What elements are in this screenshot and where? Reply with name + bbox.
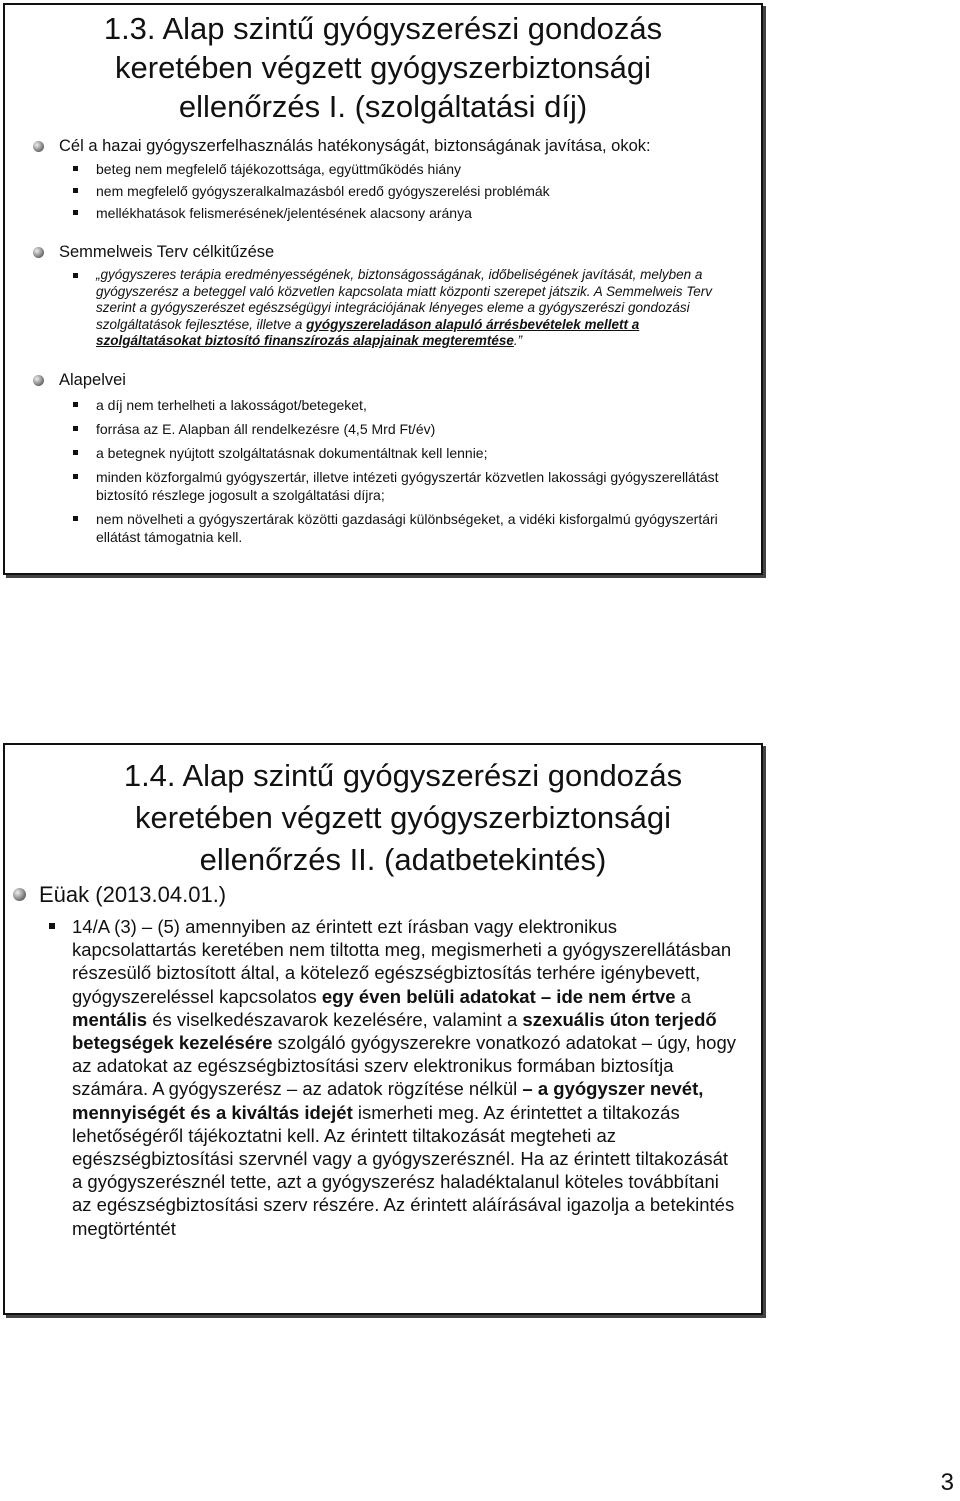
sub-bullet-text: a betegnek nyújtott szolgáltatásnak dokumentáltnak kell lennie; — [96, 444, 488, 461]
sub-bullet-text: a díj nem terhelheti a lakosságot/betegeket, — [96, 396, 367, 413]
sub-bullet-text: nem növelheti a gyógyszertárak közötti gazdasági különbségeket, a vidéki kisforgalmú gyógyszertári ellátást támogatnia kell. — [96, 510, 718, 545]
quote-end: .” — [513, 333, 523, 348]
para-bold: egy éven belüli adatokat – ide nem értve — [321, 985, 676, 1007]
slide-1-title — [5, 5, 761, 126]
sub-bullet — [5, 468, 761, 504]
para-text: 14/A (3) – (5) amennyiben az érintett ezt írásban vagy elektronikus kapcsolattartás keretében nem tiltotta meg, megismerheti a gyógyszerellátásban részesülő biztosított által, a kötelező egészségbiztosítás terhére igénybevett, gyógyszereléssel kapcsolatos — [72, 916, 732, 1007]
square-bullet-icon — [73, 426, 78, 431]
sub-bullet — [5, 420, 761, 438]
sub-bullet-text: nem megfelelő gyógyszeralkalmazásból eredő gyógyszerelési problémák — [96, 183, 550, 199]
bullet-text: Cél a hazai gyógyszerfelhasználás hatékonyságát, biztonságának javítása, okok: — [59, 137, 651, 155]
sub-bullet — [5, 396, 761, 414]
square-bullet-icon — [73, 450, 78, 455]
sub-bullet-text: minden közforgalmú gyógyszertár, illetve intézeti gyógyszertár közvetlen lakossági gyógyszerellátást biztosító részlege jogosult a szolgáltatási díjra; — [96, 468, 719, 503]
sub-bullet-paragraph — [5, 915, 761, 1240]
title-line: keretében végzett gyógyszerbiztonsági — [135, 800, 671, 835]
sub-bullet — [5, 160, 761, 178]
title-line: keretében végzett gyógyszerbiztonsági — [115, 50, 651, 85]
square-bullet-icon — [73, 516, 78, 521]
square-bullet-icon — [73, 273, 78, 278]
para-text: szolgáló gyógyszerekre vonatkozó adatokat – úgy, hogy az adatokat az egészségbiztosítási szerv elektronikus formában biztosítja számára. A gyógyszerész – az adatok rögzítése nélkül — [72, 1032, 737, 1100]
title-line: ellenőrzés II. (adatbetekintés) — [199, 842, 607, 877]
para-bold: – a gyógyszer nevét, mennyiségét és a kiváltás idejét — [72, 1078, 704, 1123]
para-text: ismerheti meg. Az érintettet a tiltakozás lehetőségéről tájékoztatni kell. Az érintett tiltakozását megteheti az egészségbiztosítási szervnél vagy a gyógyszerésznél. Ha az érintett tiltakozását a gyógyszerésznél tette, azt a gyógyszerész haladéktalanul köteles továbbítani az egészségbiztosítási szerv részére. Az érintett aláírásával igazolja a betekintés megtörténtét — [72, 1101, 735, 1239]
sub-bullet — [5, 204, 761, 222]
page-number: 3 — [940, 1469, 954, 1496]
square-bullet-icon — [73, 166, 78, 171]
round-bullet-icon — [33, 141, 44, 152]
square-bullet-icon — [73, 402, 78, 407]
sub-bullet-text: mellékhatások felismerésének/jelentésének alacsony aránya — [96, 205, 472, 221]
sub-bullet-text: forrása az E. Alapban áll rendelkezésre (4,5 Mrd Ft/év) — [96, 420, 436, 437]
bullet-euak — [5, 881, 761, 909]
para-bold: szexuális úton terjedő betegségek kezelésére — [72, 1008, 717, 1054]
quote-underlined-text: gyógyszereladáson alapuló árrésbevételek mellett a szolgáltatásokat biztosító finanszírozás alapjainak megteremtése — [96, 316, 640, 348]
title-line: 1.4. Alap szintű gyógyszerészi gondozás — [123, 758, 683, 793]
slide-1 — [3, 3, 763, 575]
quote-sub-bullet — [5, 267, 761, 350]
sub-bullet — [5, 444, 761, 462]
slide-2 — [3, 743, 763, 1315]
round-bullet-icon — [33, 247, 44, 258]
square-bullet-icon — [49, 923, 55, 929]
round-bullet-icon — [33, 375, 44, 386]
para-text: a — [675, 985, 692, 1007]
slide-2-title — [5, 745, 761, 881]
bullet-text: Semmelweis Terv célkitűzése — [59, 243, 275, 261]
bullet-semmelweis — [5, 242, 761, 262]
title-line: ellenőrzés I. (szolgáltatási díj) — [178, 89, 588, 124]
sub-bullet — [5, 182, 761, 200]
sub-bullet-text: beteg nem megfelelő tájékozottsága, együttműködés hiány — [96, 161, 462, 177]
sub-bullet — [5, 510, 761, 546]
title-line: 1.3. Alap szintű gyógyszerészi gondozás — [103, 11, 663, 46]
square-bullet-icon — [73, 474, 78, 479]
square-bullet-icon — [73, 188, 78, 193]
para-text: és viselkedészavarok kezelésére, valamint a — [147, 1008, 523, 1030]
square-bullet-icon — [73, 210, 78, 215]
bullet-text: Alapelvei — [59, 370, 126, 389]
bullet-text: Eüak (2013.04.01.) — [39, 882, 227, 907]
round-bullet-icon — [13, 888, 26, 901]
para-bold: mentális — [72, 1008, 148, 1030]
bullet-cel — [5, 136, 761, 156]
quote-text: „gyógyszeres terápia eredményességének, biztonságosságának, időbeliségének javítását, melyben a gyógyszerész a beteggel való közvetlen kapcsolata miatt központi szerepet játszik. A Semmelweis Terv szerint a gyógyszerészet egészségügyi integrációjának lényeges eleme a gyógyszerészi gondozási szolgáltatások fejlesztése, illetve a — [96, 267, 713, 332]
bullet-alapelvei — [5, 370, 761, 390]
